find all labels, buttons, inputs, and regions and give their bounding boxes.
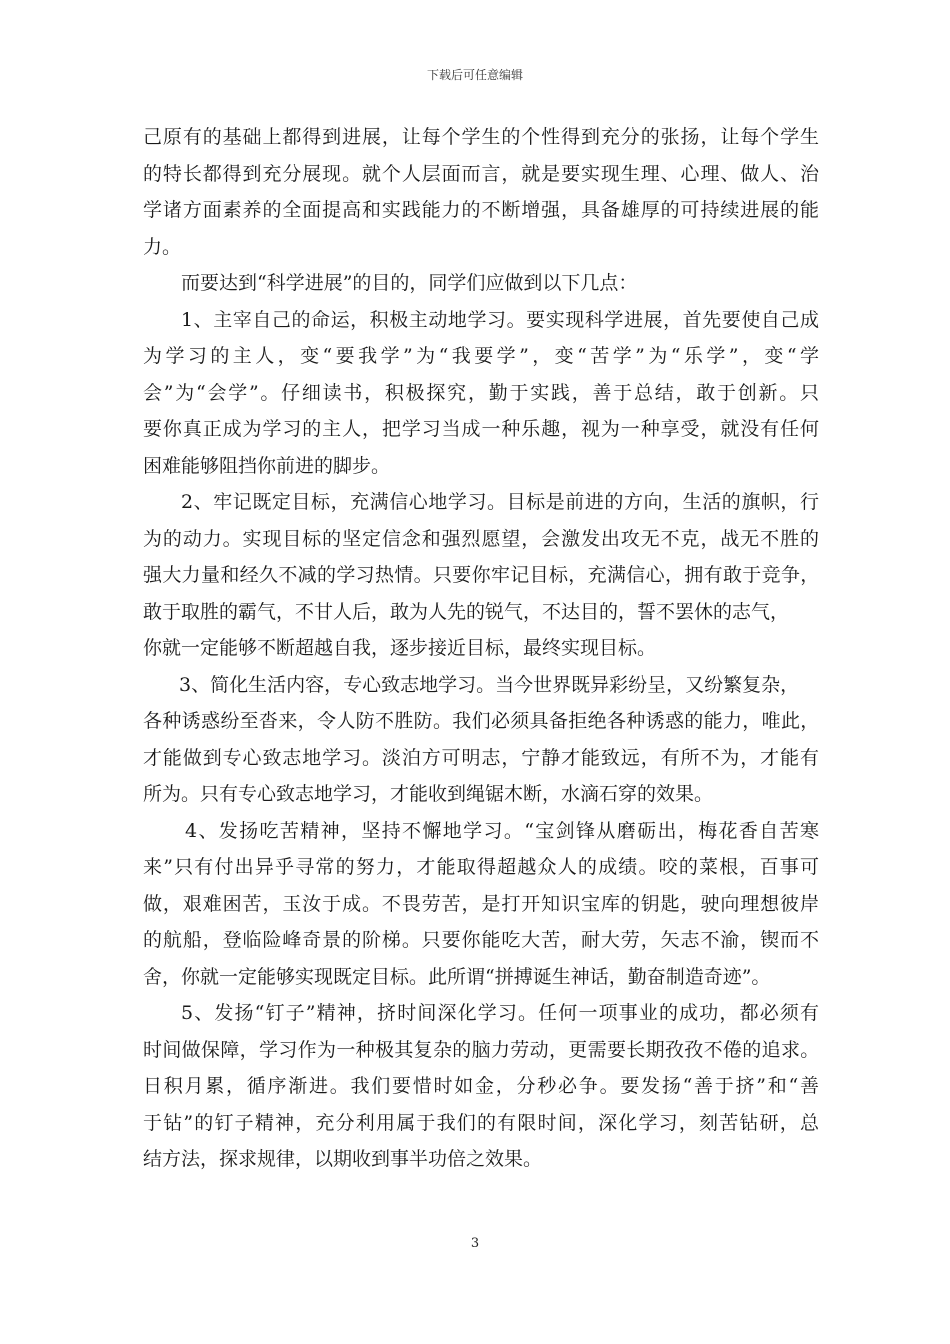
text-line: 舍，你就一定能够实现既定目标。此所谓“拼搏诞生神话，勤奋制造奇迹”。 — [143, 965, 771, 988]
text-line: 做，艰难困苦，玉汝于成。不畏劳苦，是打开知识宝库的钥匙，驶向理想彼岸 — [143, 892, 819, 915]
text-line: 困难能够阻挡你前进的脚步。 — [143, 454, 391, 477]
text-line: 要你真正成为学习的主人，把学习当成一种乐趣，视为一种享受，就没有任何 — [143, 418, 819, 440]
point-2-heading: 2、牢记既定目标，充满信心地学习。目标是前进的方向，生活的旗帜，行 — [181, 491, 819, 513]
point-5-heading: 5、发扬“钉子”精神，挤时间深化学习。任何一项事业的成功，都必须有 — [181, 1002, 819, 1024]
paragraph-intro: 而要达到“科学进展”的目的，同学们应做到以下几点： — [181, 272, 638, 294]
point-3-heading: 3、简化生活内容，专心致志地学习。当今世界既异彩纷呈，又纷繁复杂， — [179, 673, 800, 696]
text-line: 来”只有付出异乎寻常的努力，才能取得超越众人的成绩。咬的菜根，百事可 — [143, 856, 819, 878]
text-line: 所为。只有专心致志地学习，才能收到绳锯木断，水滴石穿的效果。 — [143, 783, 714, 805]
text-line: 各种诱惑纷至沓来，令人防不胜防。我们必须具备拒绝各种诱惑的能力，唯此， — [143, 710, 819, 732]
text-line: 学诸方面素养的全面提高和实践能力的不断增强，具备雄厚的可持续进展的能 — [143, 199, 819, 221]
text-line: 敢于取胜的霸气，不甘人后，敢为人先的锐气，不达目的，誓不罢休的志气， — [143, 600, 790, 623]
text-line: 日积月累，循序渐进。我们要惜时如金，分秒必争。要发扬“善于挤”和“善 — [143, 1075, 819, 1097]
document-body — [143, 119, 819, 1178]
point-4-heading: 4、发扬吃苦精神，坚持不懈地学习。“宝剑锋从磨砺出，梅花香自苦寒 — [185, 819, 819, 842]
page-header: 下载后可任意编辑 — [426, 68, 523, 82]
page-number: 3 — [470, 1236, 480, 1251]
text-line: 于钻”的钉子精神，充分利用属于我们的有限时间，深化学习，刻苦钻研，总 — [143, 1111, 819, 1134]
point-1-heading: 1、主宰自己的命运，积极主动地学习。要实现科学进展，首先要使自己成 — [181, 308, 819, 331]
text-line: 力。 — [143, 235, 182, 258]
text-line: 你就一定能够不断超越自我，逐步接近目标，最终实现目标。 — [143, 637, 657, 659]
text-line: 的航船，登临险峰奇景的阶梯。只要你能吃大苦，耐大劳，矢志不渝，锲而不 — [143, 929, 819, 951]
text-line: 为学习的主人，变“要我学”为“我要学”，变“苦学”为“乐学”，变“学 — [143, 345, 819, 367]
text-line: 强大力量和经久不减的学习热情。只要你牢记目标，充满信心，拥有敢于竞争， — [143, 564, 819, 586]
text-line: 己原有的基础上都得到进展，让每个学生的个性得到充分的张扬，让每个学生 — [143, 126, 819, 148]
text-line: 为的动力。实现目标的坚定信念和强烈愿望，会激发出攻无不克，战无不胜的 — [143, 527, 819, 550]
text-line: 的特长都得到充分展现。就个人层面而言，就是要实现生理、心理、做人、治 — [143, 162, 819, 185]
text-line: 时间做保障，学习作为一种极其复杂的脑力劳动，更需要长期孜孜不倦的追求。 — [143, 1038, 819, 1061]
text-line: 会”为“会学”。仔细读书，积极探究，勤于实践，善于总结，敢于创新。只 — [143, 381, 819, 404]
text-line: 结方法，探求规律，以期收到事半功倍之效果。 — [143, 1148, 543, 1170]
text-line: 才能做到专心致志地学习。淡泊方可明志，宁静才能致远，有所不为，才能有 — [143, 746, 819, 769]
